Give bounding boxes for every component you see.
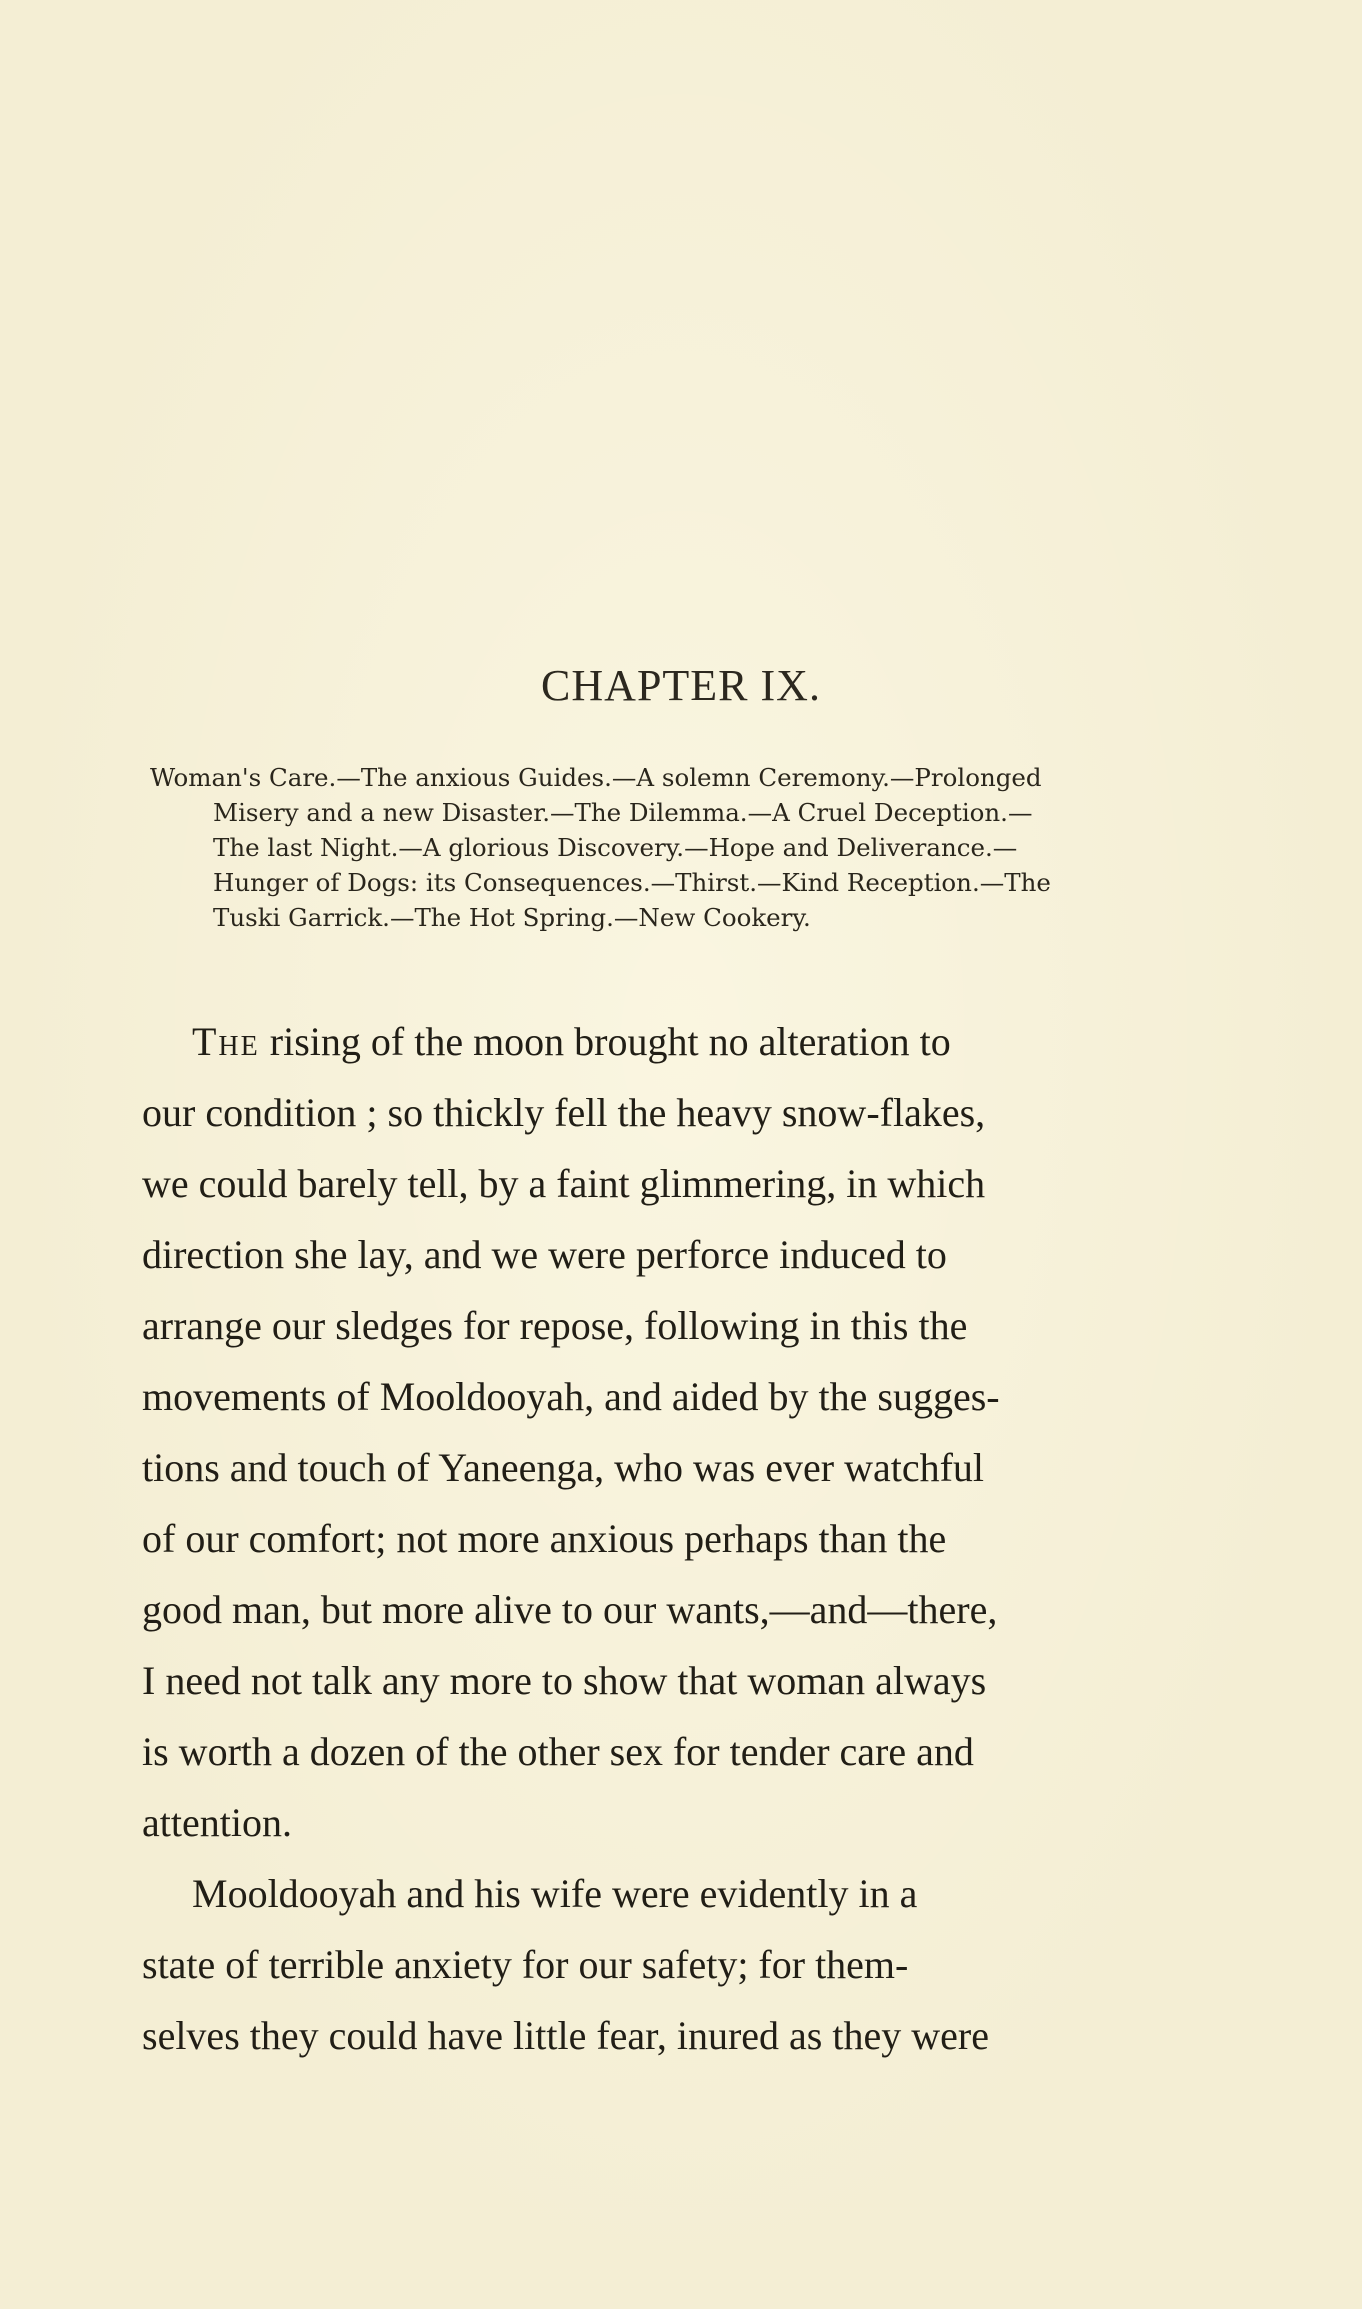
- body-line: movements of Mooldooyah, and aided by the sugges-: [142, 1374, 1000, 1419]
- body-line: state of terrible anxiety for our safety; for them-: [142, 1942, 909, 1987]
- body-line: selves they could have little fear, inured as they were: [142, 2013, 989, 2058]
- body-line: we could barely tell, by a faint glimmering, in which: [142, 1161, 986, 1206]
- body-line: tions and touch of Yaneenga, who was ever watchful: [142, 1445, 985, 1490]
- body-line: good man, but more alive to our wants,—and—there,: [142, 1587, 998, 1632]
- body-line: Mooldooyah and his wife were evidently in a: [192, 1871, 918, 1916]
- body-line: [142, 1006, 1194, 1077]
- summary-line: Misery and a new Disaster.—The Dilemma.—A Cruel Deception.—: [213, 798, 1033, 827]
- body-line: I need not talk any more to show that woman always: [142, 1658, 987, 1703]
- summary-line: Woman's Care.—The anxious Guides.—A solemn Ceremony.—Prolonged: [150, 763, 1042, 792]
- summary-line: Hunger of Dogs: its Consequences.—Thirst.—Kind Reception.—The: [213, 868, 1051, 897]
- summary-line: Tuski Garrick.—The Hot Spring.—New Cookery.: [213, 903, 811, 932]
- chapter-summary: [150, 760, 1230, 935]
- first-line-rest: rising of the moon brought no alteration to: [259, 1019, 951, 1064]
- body-line: attention.: [142, 1800, 292, 1845]
- summary-line: The last Night.—A glorious Discovery.—Hope and Deliverance.—: [213, 833, 1018, 862]
- body-text: [142, 1006, 1194, 2071]
- body-line: direction she lay, and we were perforce induced to: [142, 1232, 947, 1277]
- first-word: The: [192, 1019, 260, 1064]
- body-line: arrange our sledges for repose, following in this the: [142, 1303, 968, 1348]
- body-line: our condition ; so thickly fell the heavy snow-flakes,: [142, 1090, 986, 1135]
- chapter-heading: CHAPTER IX.: [541, 661, 821, 710]
- body-line: is worth a dozen of the other sex for tender care and: [142, 1729, 974, 1774]
- body-line: of our comfort; not more anxious perhaps than the: [142, 1516, 947, 1561]
